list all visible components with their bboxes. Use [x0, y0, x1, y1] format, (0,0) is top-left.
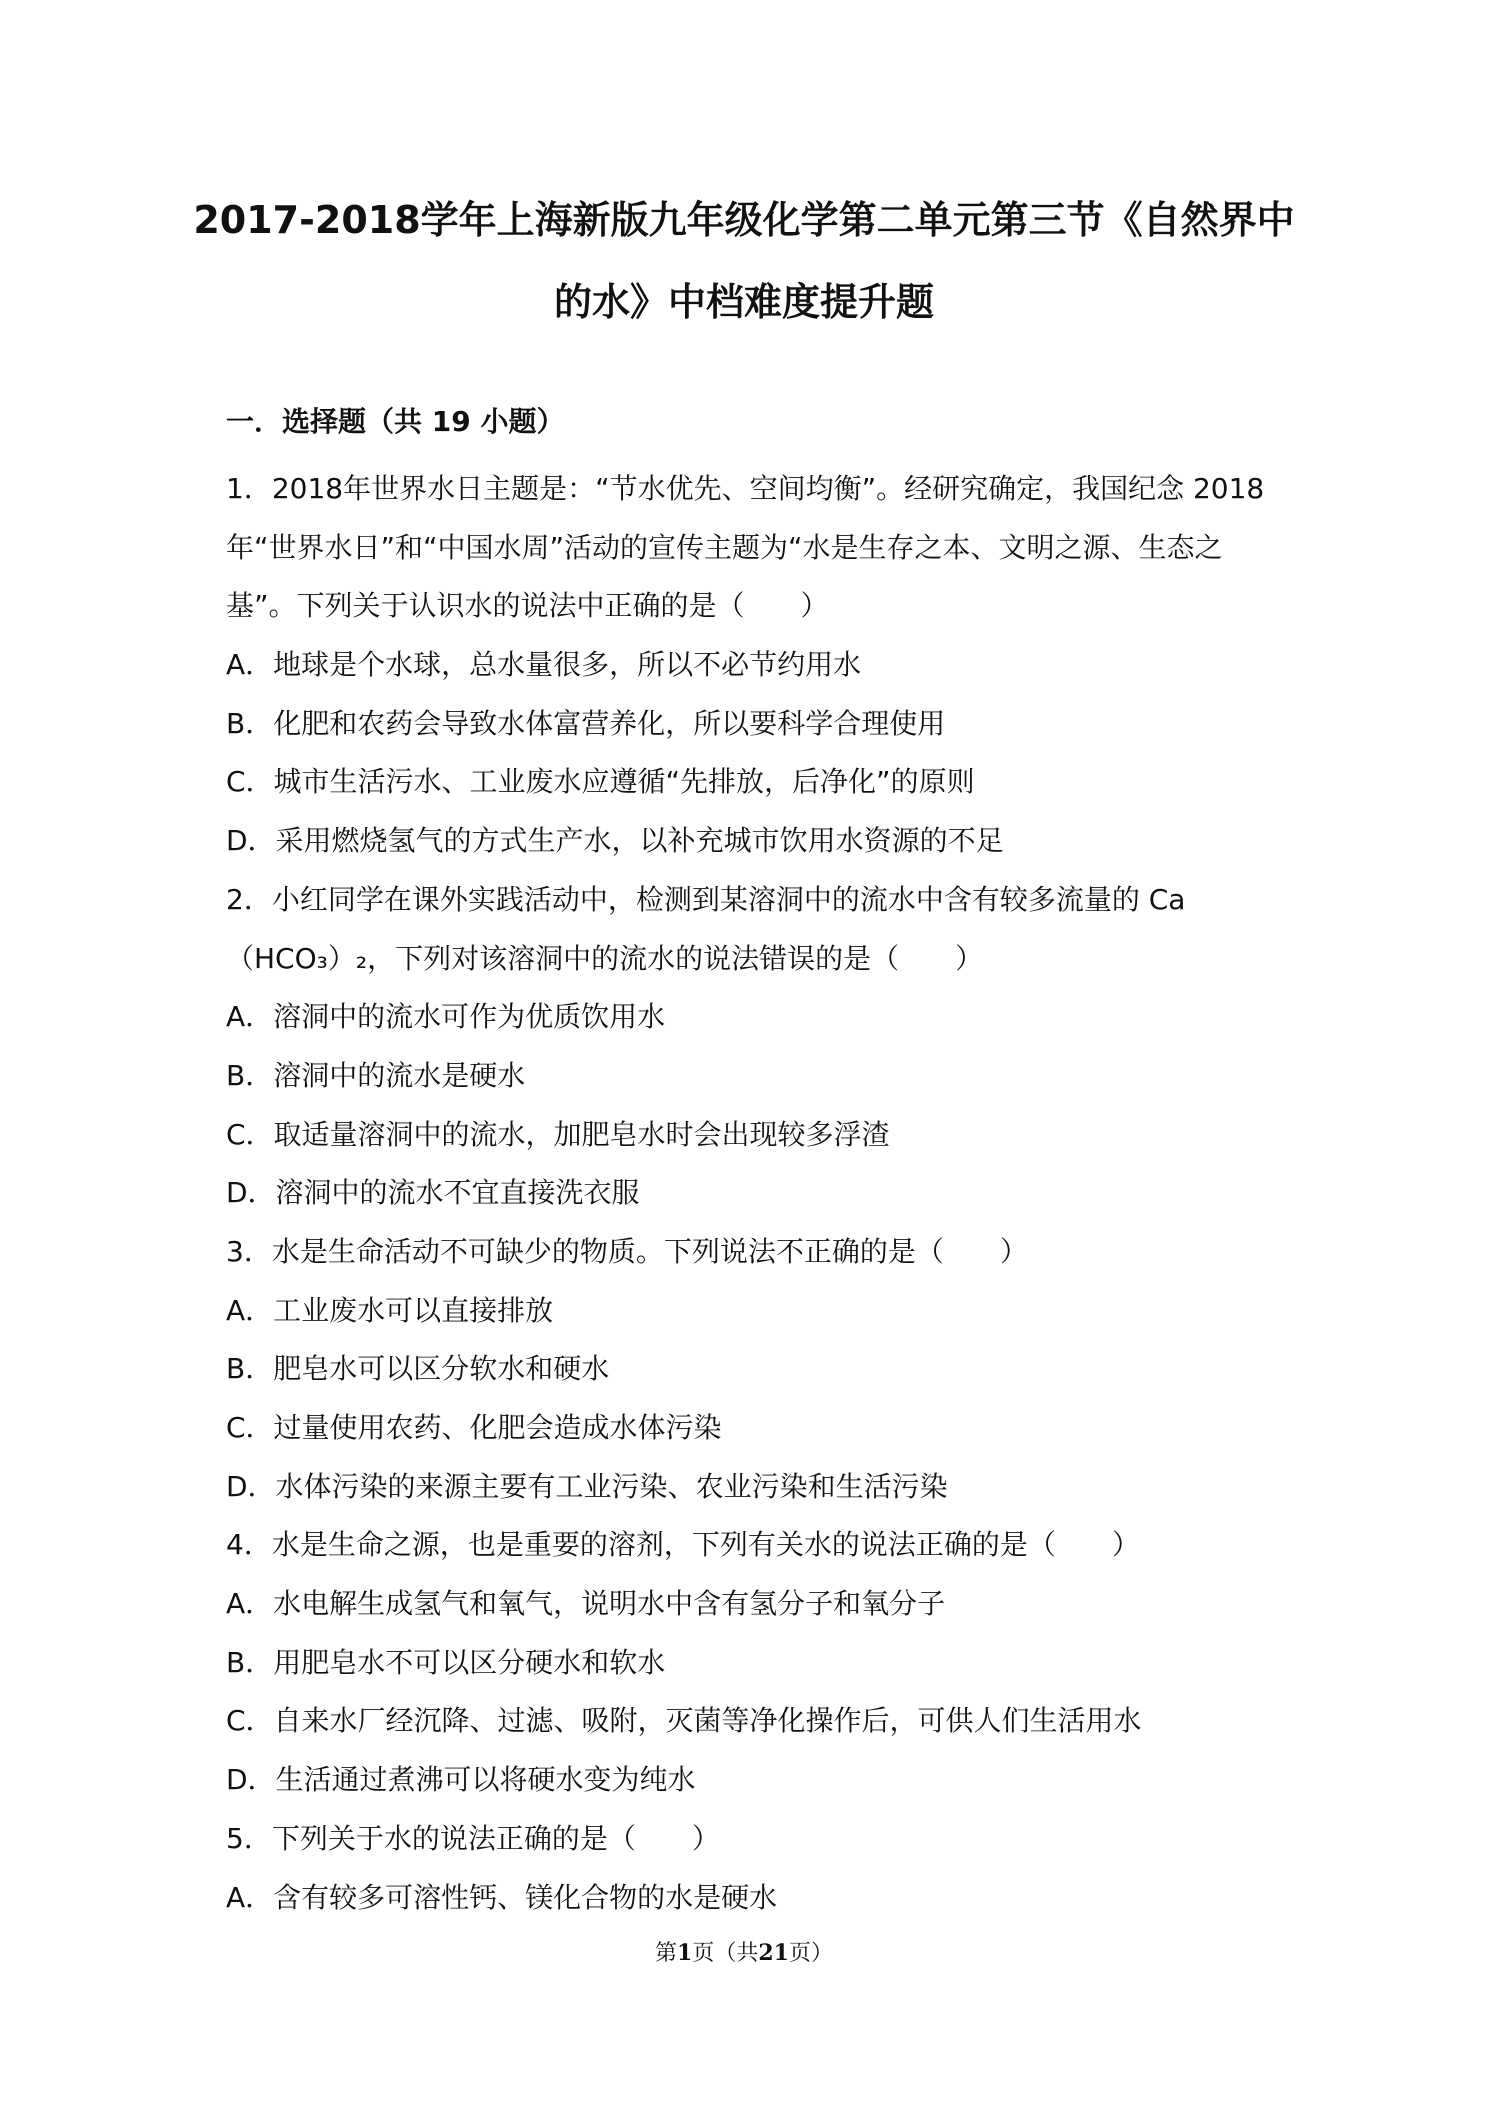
question-3-option-d: D．水体污染的来源主要有工业污染、农业污染和生活污染 — [226, 1469, 948, 1503]
page-footer — [0, 1936, 1488, 1967]
title-line-1: 2017-2018学年上海新版九年级化学第二单元第三节《自然界中 — [193, 198, 1295, 242]
question-4-option-c: C．自来水厂经沉降、过滤、吸附，灭菌等净化操作后，可供人们生活用水 — [226, 1704, 1142, 1738]
question-1-option-a: A．地球是个水球，总水量很多，所以不必节约用水 — [226, 648, 862, 682]
question-1-option-d: D．采用燃烧氢气的方式生产水，以补充城市饮用水资源的不足 — [226, 824, 1004, 858]
question-1-line-1: 1．2018年世界水日主题是：“节水优先、空间均衡”。经研究确定，我国纪念 2018 — [226, 472, 1265, 505]
question-1-option-c: C．城市生活污水、工业废水应遵循“先排放，后净化”的原则 — [226, 765, 975, 799]
title-line-2: 的水》中档难度提升题 — [553, 280, 934, 324]
question-3-option-c: C．过量使用农药、化肥会造成水体污染 — [226, 1411, 722, 1444]
section-heading: 一．选择题（共 19 小题） — [226, 405, 565, 438]
question-3-stem: 3．水是生命活动不可缺少的物质。下列说法不正确的是（ ） — [226, 1234, 1028, 1268]
document-title — [150, 179, 1338, 343]
footer-suffix: 页） — [788, 1941, 833, 1966]
question-5-option-a: A．含有较多可溶性钙、镁化合物的水是硬水 — [226, 1880, 778, 1914]
question-1-option-b: B．化肥和农药会导致水体富营养化，所以要科学合理使用 — [226, 706, 946, 740]
footer-mid: 页（共 — [692, 1941, 759, 1966]
question-2-option-a: A．溶洞中的流水可作为优质饮用水 — [226, 1000, 666, 1034]
question-list — [226, 460, 1266, 1927]
question-4-option-d: D．生活通过煮沸可以将硬水变为纯水 — [226, 1763, 696, 1797]
question-2-line-1: 2．小红同学在课外实践活动中，检测到某溶洞中的流水中含有较多流量的 Ca — [226, 882, 1186, 916]
question-4-option-b: B．用肥皂水不可以区分硬水和软水 — [226, 1645, 666, 1679]
question-3-option-a: A．工业废水可以直接排放 — [226, 1293, 554, 1327]
question-1-line-3: 基”。下列关于认识水的说法中正确的是（ ） — [226, 589, 829, 623]
footer-prefix: 第 — [655, 1941, 678, 1966]
question-2-option-c: C．取适量溶洞中的流水，加肥皂水时会出现较多浮渣 — [226, 1117, 890, 1151]
question-2-option-d: D．溶洞中的流水不宜直接洗衣服 — [226, 1176, 640, 1210]
question-5-stem: 5．下列关于水的说法正确的是（ ） — [226, 1821, 720, 1855]
footer-total-pages: 21 — [758, 1940, 789, 1966]
question-2-option-b: B．溶洞中的流水是硬水 — [226, 1058, 526, 1092]
question-1-line-2: 年“世界水日”和“中国水周”活动的宣传主题为“水是生存之本、文明之源、生态之 — [226, 530, 1223, 564]
question-4-option-a: A．水电解生成氢气和氧气，说明水中含有氢分子和氧分子 — [226, 1587, 946, 1621]
question-3-option-b: B．肥皂水可以区分软水和硬水 — [226, 1352, 610, 1386]
question-2-line-2: （HCO₃）₂，下列对该溶洞中的流水的说法错误的是（ ） — [226, 941, 984, 975]
question-4-stem: 4．水是生命之源，也是重要的溶剂，下列有关水的说法正确的是（ ） — [226, 1528, 1140, 1562]
footer-page-number: 1 — [677, 1940, 693, 1966]
